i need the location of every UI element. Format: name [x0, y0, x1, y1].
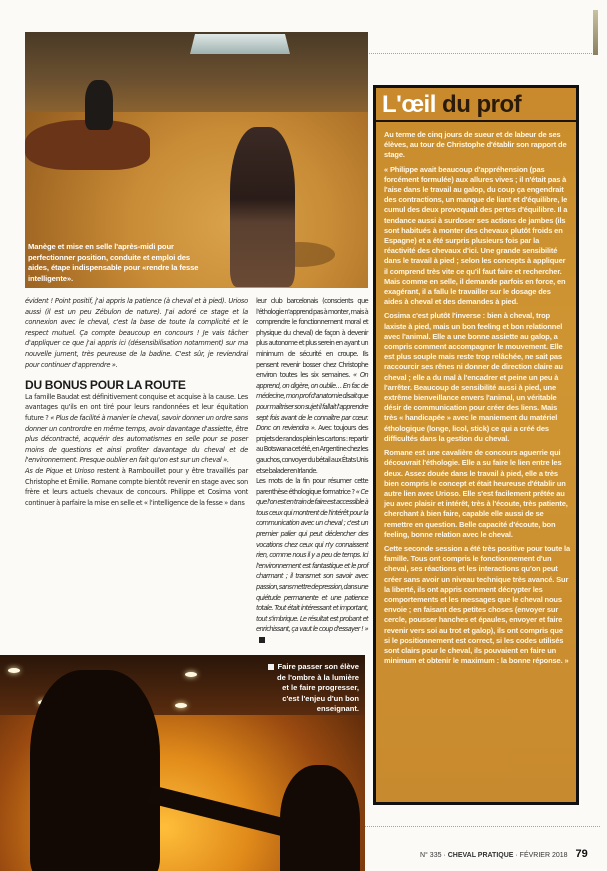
top-photo-caption: Manège et mise en selle l'après-midi pour perfectionner position, conduite et emploi des aides, étape indispensable pour «rendre la fesse intelligente».: [28, 242, 199, 283]
sidebar-box-oeil-du-prof: [373, 85, 579, 805]
quote-text: évident ! Point positif, j'ai appris la patience (à cheval et à pied). Urioso aussi (il est un peu Zébulon de nature). J'ai adoré ce stage et la connexion avec le cheval, c'est la base de toute la complicité et le respect mutuel. Ça compte beaucoup en concours ! Je vais tâcher d'appliquer ce que j'ai appris ici (désensibilisation notamment) sur ma nouvelle jument, très peureuse de la badine. C'est sûr, je reviendrai pour continuer d'apprendre ».: [25, 297, 248, 369]
title-word-du-prof: du prof: [442, 91, 522, 118]
box-paragraph: « Philippe avait beaucoup d'appréhension (pas forcément formulée) aux allures vives ; il n'était pas à l'aise dans le travail au galop, du coup ça engendrait des contractions, un manque de liant et d'équilibre, le cumul des deux provoquait des pertes d'équilibre. Il a tendance aussi à surdoser ses actions de jambes (ils sont habitués à monter des chevaux plutôt froids en Espagne) et a été surpris plusieurs fois par la réactivité des chevaux d'ici. Une grande sensibilité dans le travail à pied ; selon les concepts à appliquer il comprend très vite ce qu'il faut faire et rechercher. Mais comme en selle, il demande parfois en force, en exagérant, il a fallu le travailler sur le dosage des aides à cheval et des demandes à pied.: [384, 164, 568, 307]
body-text: La famille Baudat est définitivement conquise et acquise à la cause. Les avantages qu'ils en ont tiré pour leurs randonnées et leur équitation future ?: [25, 392, 248, 422]
sidebar-box-title: [382, 91, 521, 119]
title-word-oeil: L'œil: [382, 91, 436, 118]
sidebar-box-body: [384, 130, 570, 670]
article-paragraph: [256, 476, 368, 646]
rider-silhouette: [30, 670, 160, 871]
teacher-silhouette: [280, 765, 360, 871]
body-text: Les mots de la fin pour résumer cette parenthèse éthologique formatrice ?: [256, 477, 368, 496]
article-column-1: [25, 296, 248, 508]
quote-text: « On apprend, on digère, on oublie… En fac de médecine, mon prof d'anatomie disait que pour maîtriser son sujet il fallait l'apprendre sept fois avant de le connaître par cœur. Donc on reviendra ».: [256, 371, 368, 433]
arena-skylight: [190, 34, 290, 54]
ceiling-lamp: [175, 703, 187, 708]
body-text: leur club barcelonais (conscients que l'éthologie n'apprend pas à monter, mais à comprendre le fonctionnement moral et physique du cheval) de façon à devenir plus autonome et plus serein en ayant un minimum de sécurité en croupe. Ils pensent revenir bosser chez Christophe environ toutes les six semaines.: [256, 297, 368, 380]
body-text: restent à Rambouillet pour y être travaillés par Christophe et Émilie. Romane compte bientôt revenir en stage avec son frère et leurs actuels chevaux de concours. Philippe et Cosima vont continuer à parfaire la mise en selle et « l'intelligence de la fesse » dans: [25, 466, 249, 507]
box-paragraph: Cosima c'est plutôt l'inverse : bien à cheval, trop laxiste à pied, mais un bon feeling et bon relationnel avec l'animal. Elle a une bonne assiette au galop, a compris comment accompagner le mouvement. Elle est plus souple mais reste trop relâchée, ne sait pas raccourcir ses rênes ni donner de direction claire au cheval ; elle a du mal à l'encadrer et peine un peu à l'arrêter. Beaucoup de sensibilité aussi à pied, une extrême bienveillance envers l'animal, un véritable désir de communication pour créer des liens. Mais très « handicapée » avec le maniement du matériel éthologique (longe, licol, stick) ce qui a créé des difficultés dans la gestion du cheval.: [384, 311, 563, 443]
right-edge-strip: [593, 10, 598, 55]
quote-text: « Plus de facilité à manier le cheval, savoir donner un ordre sans donner un contrordre en même temps, avoir davantage d'assiette, être plus décontracté, acquérir des automatismes en selle pour se poser moins de questions et ainsi profiter davantage du cheval et de l'environnement. Presque oublier en fait qu'on est sur un cheval ».: [25, 413, 248, 465]
box-paragraph: Cette seconde session a été très positive pour toute la famille. Tous ont compris le fonctionnement d'un cheval, ses réactions et les interactions qu'on peut créer sans avoir un niveau technique très avancé. Sur la liberté, ils ont appris comment décrypter les comportements et les messages que le cheval nous envoie ; en faisant des petites choses (envoyer sur cercle, pousser hanches et épaules, envoyer et faire revenir vers soi au trot et galop), ils ont compris que si le positionnement est correct, si les codes utilisés sont clairs pour le cheval, ils pouvaient en faire un minimum et obtenir le maximum : la bonne réponse. »: [384, 543, 570, 666]
issue-date: · FÉVRIER 2018: [515, 852, 568, 859]
article-paragraph: [25, 466, 248, 508]
article-paragraph: [25, 392, 248, 466]
handshake-silhouette: [148, 785, 288, 836]
rider-figure: [85, 80, 113, 130]
body-text: Avec toujours des projets de randos plein les cartons : repartir au Botswana cet été, en Argentine chez les gauchos, convoyer du bétail aux États Unis et se balader en Irlande.: [256, 424, 368, 475]
section-heading: DU BONUS POUR LA ROUTE: [25, 378, 186, 393]
bottom-dotted-rule: [365, 826, 600, 827]
end-of-article-square-icon: [259, 637, 265, 643]
horse-name: Urioso: [74, 466, 95, 475]
sidebar-box-background: [376, 88, 576, 802]
page-footer: [420, 848, 588, 860]
horse-name: As de Pique: [25, 466, 64, 475]
caption-marker-square-icon: [268, 664, 274, 670]
body-text: et: [63, 466, 75, 475]
box-paragraph: Romane est une cavalière de concours aguerrie qui découvrait l'éthologie. Elle a su faire le lien entre les deux. Assez douée dans le travail à pied, elle a très bien compris le concept et était heureuse d'établir un autre lien avec Urioso. Elle s'est facilement prêtée au jeu avec plaisir et intérêt, très à l'écoute, très patiente, cherchant à bien faire, capable elle aussi de se remettre en question. Belle capacité d'écoute, bon feeling, bonne relation avec le cheval.: [384, 448, 568, 539]
ceiling-lamp: [185, 672, 197, 677]
instructor-figure: [230, 127, 295, 287]
article-paragraph: [25, 296, 248, 370]
article-paragraph: [256, 296, 368, 476]
issue-number: N° 335 ·: [420, 852, 446, 859]
box-paragraph: Au terme de cinq jours de sueur et de labeur de ses élèves, au tour de Christophe d'établir son rapport de stage.: [384, 130, 567, 160]
article-column-2: [256, 296, 368, 646]
magazine-name: CHEVAL PRATIQUE: [447, 852, 514, 859]
sidebar-box-title-bar: [376, 88, 576, 122]
bottom-photo-caption: Faire passer son élève de l'ombre à la lumière et le faire progresser, c'est l'enjeu d'un bon enseignant.: [277, 662, 359, 713]
ceiling-lamp: [8, 668, 20, 673]
page-number: 79: [575, 848, 588, 860]
quote-text: « Ce que l'on est en train de faire est accessible à tous ceux qui montrent de l'intérêt pour la communication avec un cheval ; c'est un premier palier qui peut déclencher des vocations chez ceux qui n'y connaissent rien, comme nous il y a peu de temps. Ici l'environnement est fantastique et le prof charmant ; il transmet son savoir avec passion, sans mettre de pression, dans une quiétude permanente et une patience totale. Tout était intéressant et important, tout s'imbrique. Le résultat est probant et enrichissant, ça vaut le coup d'essayer ! »: [256, 487, 369, 634]
